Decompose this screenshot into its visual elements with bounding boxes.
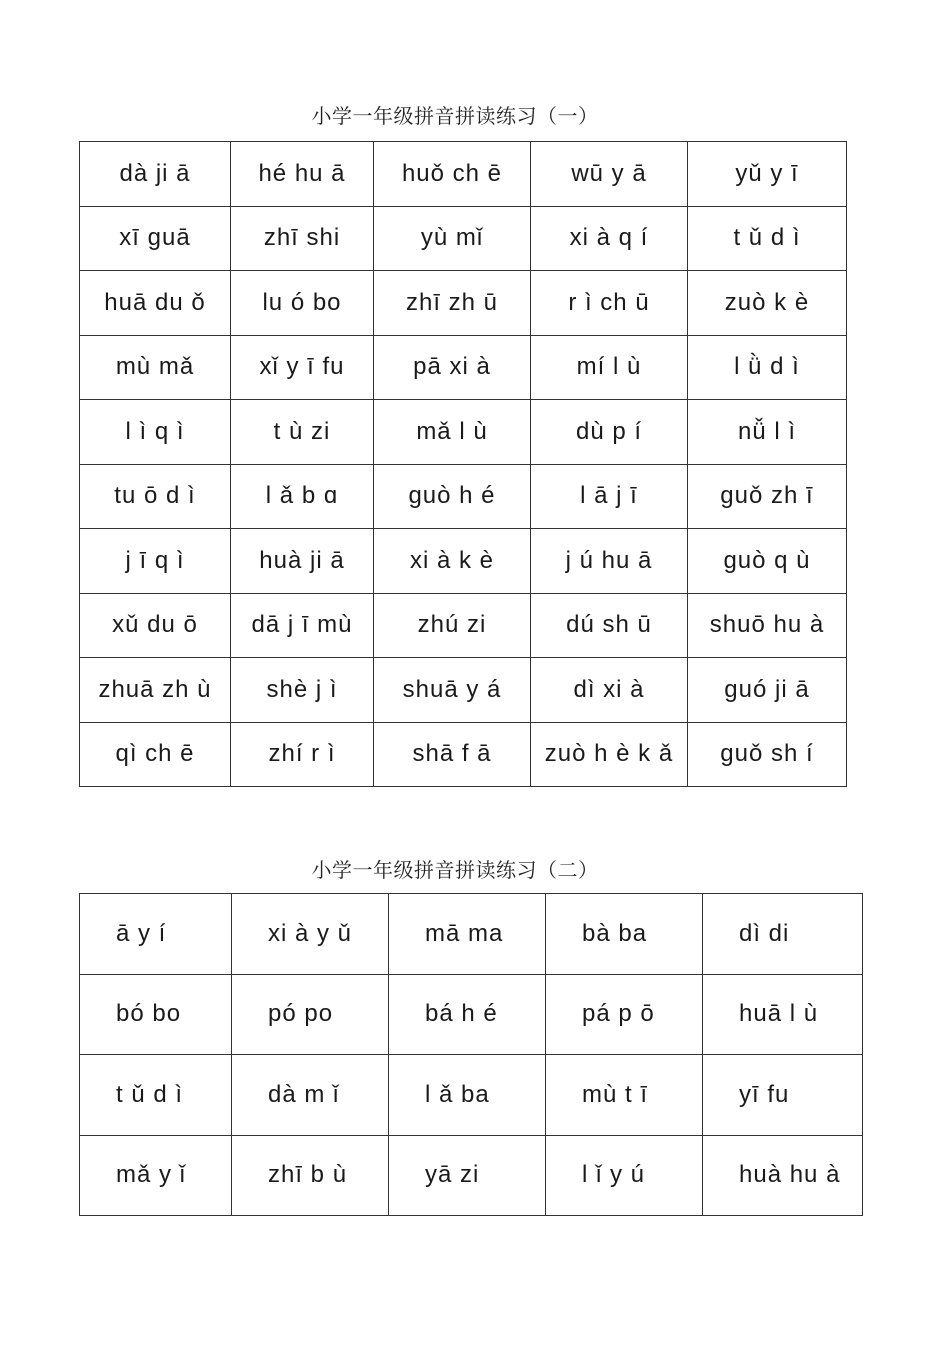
pinyin-cell: guò h é [374,464,531,529]
exercise-title-2: 小学一年级拼音拼读练习（二） [311,858,599,882]
pinyin-cell: guǒ sh í [688,722,847,787]
pinyin-cell: yā zi [389,1135,546,1216]
pinyin-cell: l ǎ ba [389,1055,546,1136]
pinyin-cell: shè j ì [231,658,374,723]
table-row [80,593,847,658]
pinyin-cell: huǒ ch ē [374,142,531,207]
table-row [80,464,847,529]
pinyin-cell: dì xi à [531,658,688,723]
pinyin-cell: l ì q ì [80,400,231,465]
pinyin-cell: xi à k è [374,529,531,594]
pinyin-cell: dì di [703,894,863,975]
pinyin-cell: shā f ā [374,722,531,787]
pinyin-cell: xǔ du ō [80,593,231,658]
pinyin-cell: xi à y ǔ [232,894,389,975]
pinyin-cell: zuò h è k ǎ [531,722,688,787]
pinyin-cell: huā du ǒ [80,271,231,336]
pinyin-cell: guǒ zh ī [688,464,847,529]
pinyin-cell: yǔ y ī [688,142,847,207]
pinyin-cell: zhú zi [374,593,531,658]
pinyin-cell: pā xi à [374,335,531,400]
pinyin-cell: zuò k è [688,271,847,336]
pinyin-cell: lu ó bo [231,271,374,336]
table-row [80,400,847,465]
pinyin-cell: zhuā zh ù [80,658,231,723]
pinyin-cell: nǚ l ì [688,400,847,465]
table-row [80,271,847,336]
pinyin-cell: dà m ǐ [232,1055,389,1136]
pinyin-cell: xǐ y ī fu [231,335,374,400]
pinyin-cell: mí l ù [531,335,688,400]
pinyin-cell: guò q ù [688,529,847,594]
pinyin-cell: bó bo [80,974,232,1055]
pinyin-cell: pá p ō [546,974,703,1055]
table-row [80,206,847,271]
pinyin-cell: tu ō d ì [80,464,231,529]
pinyin-cell: j ī q ì [80,529,231,594]
pinyin-cell: yī fu [703,1055,863,1136]
pinyin-cell: hé hu ā [231,142,374,207]
pinyin-cell: huā l ù [703,974,863,1055]
table-row [80,335,847,400]
table-row [80,894,863,975]
pinyin-cell: zhī b ù [232,1135,389,1216]
pinyin-cell: l ǐ y ú [546,1135,703,1216]
table-row [80,529,847,594]
pinyin-cell: bà ba [546,894,703,975]
table-row [80,142,847,207]
pinyin-cell: xī guā [80,206,231,271]
pinyin-cell: shuā y á [374,658,531,723]
pinyin-cell: zhī shi [231,206,374,271]
pinyin-cell: mǎ y ǐ [80,1135,232,1216]
pinyin-cell: dà ji ā [80,142,231,207]
table-row [80,658,847,723]
pinyin-cell: dù p í [531,400,688,465]
pinyin-cell: zhí r ì [231,722,374,787]
pinyin-cell: mǎ l ù [374,400,531,465]
pinyin-cell: wū y ā [531,142,688,207]
pinyin-cell: ā y í [80,894,232,975]
table-row [80,1055,863,1136]
pinyin-cell: r ì ch ū [531,271,688,336]
pinyin-cell: bá h é [389,974,546,1055]
pinyin-cell: yù mǐ [374,206,531,271]
pinyin-cell: huà ji ā [231,529,374,594]
pinyin-cell: t ǔ d ì [80,1055,232,1136]
pinyin-cell: zhī zh ū [374,271,531,336]
pinyin-table-2 [79,893,863,1216]
pinyin-cell: pó po [232,974,389,1055]
pinyin-cell: mù t ī [546,1055,703,1136]
pinyin-cell: xi à q í [531,206,688,271]
pinyin-cell: l ǎ b ɑ [231,464,374,529]
pinyin-cell: huà hu à [703,1135,863,1216]
pinyin-cell: mù mǎ [80,335,231,400]
pinyin-cell: l ǜ d ì [688,335,847,400]
pinyin-cell: dā j ī mù [231,593,374,658]
pinyin-cell: qì ch ē [80,722,231,787]
table-row [80,722,847,787]
pinyin-cell: shuō hu à [688,593,847,658]
table-row [80,974,863,1055]
pinyin-cell: j ú hu ā [531,529,688,594]
exercise-title-1: 小学一年级拼音拼读练习（一） [311,104,599,128]
pinyin-cell: mā ma [389,894,546,975]
pinyin-cell: l ā j ī [531,464,688,529]
pinyin-cell: t ǔ d ì [688,206,847,271]
pinyin-cell: dú sh ū [531,593,688,658]
pinyin-table-1 [79,141,847,787]
table-row [80,1135,863,1216]
pinyin-cell: t ù zi [231,400,374,465]
pinyin-cell: guó ji ā [688,658,847,723]
